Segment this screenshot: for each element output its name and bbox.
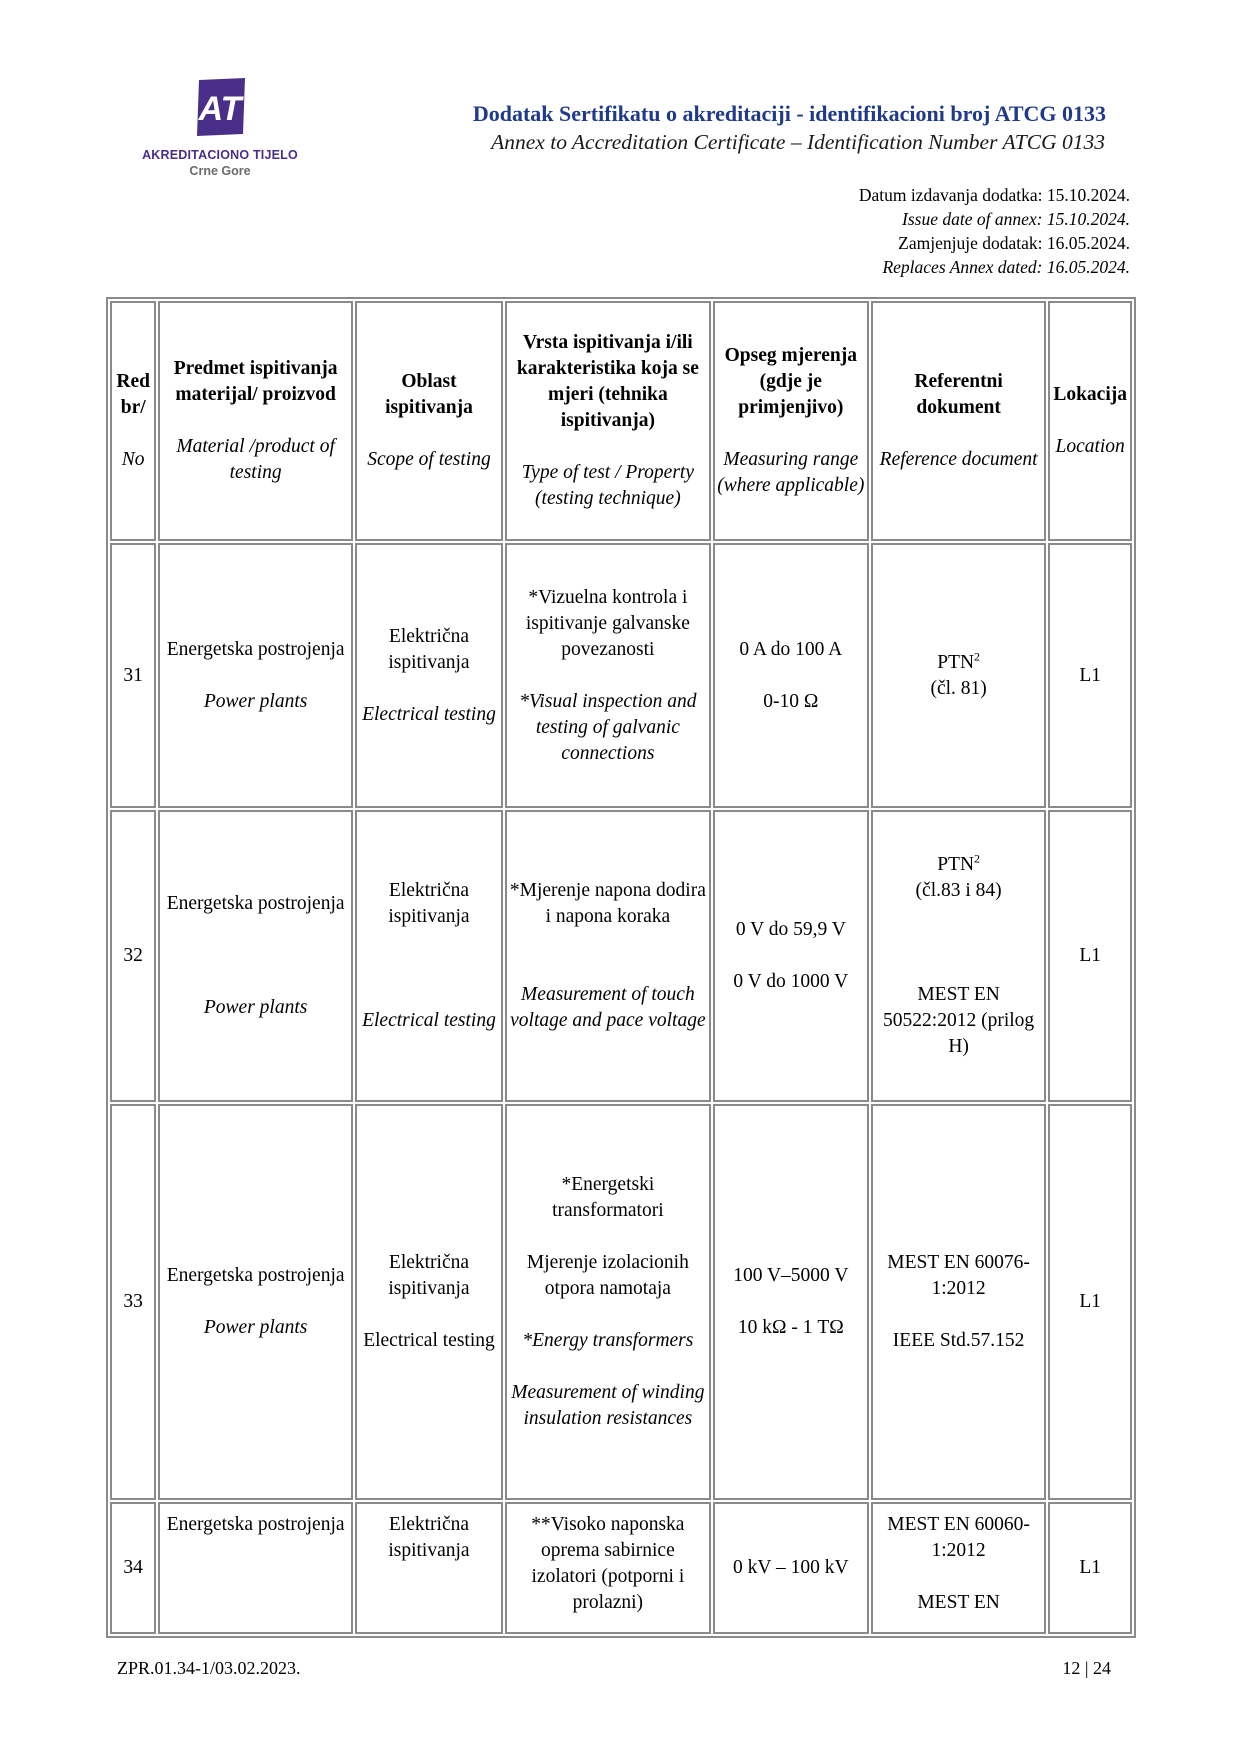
document-title-english: Annex to Accreditation Certificate – Identification Number ATCG 0133: [491, 130, 1105, 154]
header-reference-label: Referentni dokument: [914, 371, 1003, 418]
reference-text: (čl. 81): [930, 677, 987, 699]
header-number: [110, 301, 156, 541]
test-type-text: *Energetski transformatori: [552, 1174, 664, 1221]
header-test-type-label: Vrsta ispitivanja i/ili karakteristika koja se mjeri (tehnika ispitivanja): [516, 332, 699, 431]
range-value: 0 V do 59,9 V: [735, 919, 846, 940]
scope-cell: [355, 1502, 503, 1634]
header-scope-label-english: Scope of testing: [367, 449, 491, 470]
range-value: 0 A do 100 A: [739, 638, 843, 660]
range-cell: [713, 1502, 869, 1634]
header-number-label: Red br/: [116, 371, 150, 418]
table-row: [110, 1104, 1132, 1500]
scope-cell: [355, 543, 503, 808]
footnote-marker: 2: [974, 851, 981, 866]
reference-text: PTN: [937, 854, 975, 875]
material-text-english: Power plants: [203, 997, 308, 1018]
reference-text: PTN: [937, 651, 975, 673]
reference-cell: [871, 1104, 1046, 1500]
header-test-type: [505, 301, 711, 541]
table-row: [110, 810, 1132, 1102]
range-value: 100 V–5000 V: [733, 1265, 849, 1286]
test-type-text: *Mjerenje napona dodira i napona koraka: [509, 880, 706, 927]
header-material: [158, 301, 353, 541]
material-text: Energetska postrojenja: [166, 1514, 345, 1535]
header-location: [1048, 301, 1132, 541]
reference-text: MEST EN 60060-1:2012: [887, 1514, 1030, 1561]
reference-cell: [871, 543, 1046, 808]
range-value: 10 kΩ - 1 TΩ: [737, 1317, 844, 1338]
material-cell: [158, 1502, 353, 1634]
scope-text: Električna ispitivanja: [388, 625, 470, 673]
range-value: 0 kV – 100 kV: [733, 1557, 849, 1578]
header-range-label: Opseg mjerenja (gdje je primjenjivo): [724, 345, 857, 418]
table-header-row: [110, 301, 1132, 541]
scope-text: Električna ispitivanja: [388, 1252, 470, 1299]
header-material-label: Predmet ispitivanja materijal/ proizvod: [173, 358, 338, 405]
test-type-text-english: *Visual inspection and testing of galvanic connections: [519, 690, 697, 764]
table-row: [110, 543, 1132, 808]
header-range: [713, 301, 869, 541]
test-type-cell: [505, 543, 711, 808]
header-location-label: Lokacija: [1053, 384, 1127, 405]
location-cell: L1: [1048, 810, 1132, 1102]
table-row: [110, 1502, 1132, 1634]
location-cell: L1: [1048, 1502, 1132, 1634]
scope-text-english: Electrical testing: [363, 1330, 495, 1351]
logo-org-name: AKREDITACIONO TIJELO: [142, 148, 298, 162]
row-number: 34: [110, 1502, 156, 1634]
document-code: ZPR.01.34-1/03.02.2023.: [117, 1658, 301, 1678]
accreditation-scope-table: [106, 297, 1136, 1638]
page-number: 12 | 24: [1062, 1658, 1111, 1678]
test-type-text-english: *Energy transformers: [522, 1330, 694, 1351]
row-number: 33: [110, 1104, 156, 1500]
footnote-marker: 2: [974, 649, 981, 663]
header-scope: [355, 301, 503, 541]
logo-country: Crne Gore: [189, 164, 251, 178]
reference-text: MEST EN: [917, 1592, 1000, 1613]
reference-cell: [871, 810, 1046, 1102]
reference-cell: [871, 1502, 1046, 1634]
reference-text: MEST EN 50522:2012 (prilog H): [883, 984, 1035, 1057]
reference-text: IEEE Std.57.152: [892, 1330, 1025, 1351]
reference-text: MEST EN 60076-1:2012: [887, 1252, 1030, 1299]
scope-text-english: Electrical testing: [362, 1010, 496, 1031]
material-cell: [158, 543, 353, 808]
test-type-cell: [505, 1502, 711, 1634]
location-cell: L1: [1048, 543, 1132, 808]
scope-text-english: Electrical testing: [362, 703, 496, 725]
material-text-english: Power plants: [203, 1317, 308, 1338]
row-number: 31: [110, 543, 156, 808]
issue-date-english: Issue date of annex: 15.10.2024.: [902, 209, 1130, 229]
header-reference: [871, 301, 1046, 541]
test-type-text: *Vizuelna kontrola i ispitivanje galvanske povezanosti: [525, 586, 690, 660]
reference-text: (čl.83 i 84): [915, 880, 1002, 901]
header-number-label-english: No: [121, 449, 145, 470]
issue-date: Datum izdavanja dodatka: 15.10.2024.: [858, 185, 1130, 205]
material-text: Energetska postrojenja: [166, 893, 345, 914]
replaces-date: Zamjenjuje dodatak: 16.05.2024.: [898, 233, 1130, 253]
range-cell: [713, 543, 869, 808]
header-material-label-english: Material /product of testing: [176, 436, 335, 483]
test-type-text-english: Measurement of touch voltage and pace voltage: [510, 984, 706, 1031]
test-type-cell: [505, 1104, 711, 1500]
header-range-label-english: Measuring range (where applicable): [717, 449, 865, 496]
scope-text: Električna ispitivanja: [388, 880, 470, 927]
logo-letters: AT: [198, 90, 242, 128]
logo: [120, 78, 320, 178]
scope-text: Električna ispitivanja: [388, 1514, 470, 1561]
logo-mark-icon: [193, 78, 247, 138]
scope-cell: [355, 810, 503, 1102]
scope-cell: [355, 1104, 503, 1500]
range-cell: [713, 810, 869, 1102]
test-type-text: Mjerenje izolacionih otpora namotaja: [526, 1252, 689, 1299]
location-cell: L1: [1048, 1104, 1132, 1500]
range-value: 0-10 Ω: [763, 690, 819, 712]
header-test-type-label-english: Type of test / Property (testing technique): [521, 462, 694, 509]
annex-dates: [859, 183, 1130, 279]
material-text-english: Power plants: [203, 690, 308, 712]
range-cell: [713, 1104, 869, 1500]
test-type-text-english: Measurement of winding insulation resistances: [511, 1382, 705, 1429]
range-value: 0 V do 1000 V: [733, 971, 849, 992]
header-location-label-english: Location: [1055, 436, 1125, 457]
row-number: 32: [110, 810, 156, 1102]
material-cell: [158, 810, 353, 1102]
material-cell: [158, 1104, 353, 1500]
header-reference-label-english: Reference document: [879, 449, 1038, 470]
material-text: Energetska postrojenja: [166, 638, 345, 660]
header-scope-label: Oblast ispitivanja: [385, 371, 473, 418]
document-title: Dodatak Sertifikatu o akreditaciji - identifikacioni broj ATCG 0133: [472, 101, 1106, 126]
test-type-text: **Visoko naponska oprema sabirnice izolatori (potporni i prolazni): [531, 1514, 685, 1613]
test-type-cell: [505, 810, 711, 1102]
replaces-date-english: Replaces Annex dated: 16.05.2024.: [882, 257, 1130, 277]
material-text: Energetska postrojenja: [166, 1265, 345, 1286]
